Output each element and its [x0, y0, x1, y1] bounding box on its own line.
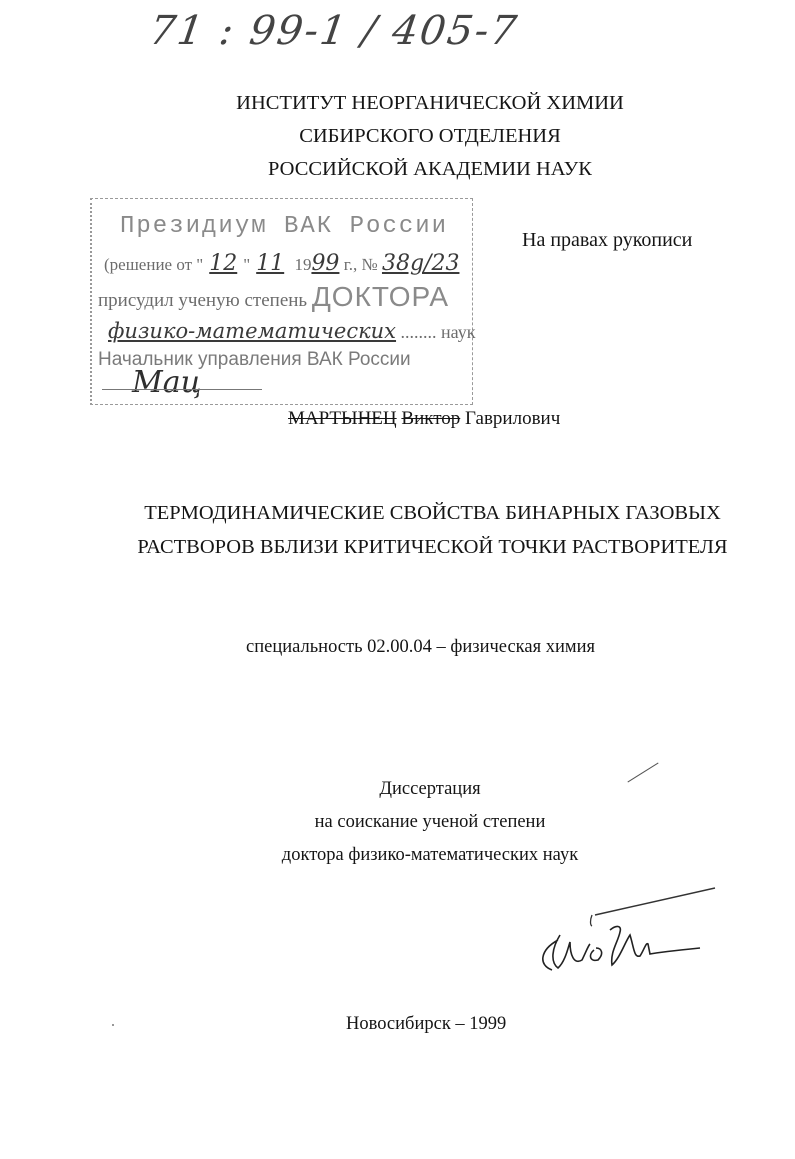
- dissertation-line-3: доктора физико-математических наук: [281, 845, 579, 865]
- decision-year: 99: [311, 251, 340, 276]
- dissertation-line-2: на соискание ученой степени: [314, 812, 546, 832]
- author-name: [288, 408, 560, 430]
- awarded-text: присудил ученую степень: [98, 290, 308, 311]
- specialty: специальность 02.00.04 – физическая химия: [246, 637, 595, 657]
- dissertation-line-1: Диссертация: [379, 779, 481, 799]
- stamp-signature-line: [102, 389, 262, 390]
- author-surname: МАРТЫНЕЦ: [288, 408, 397, 429]
- institute-line-3: РОССИЙСКОЙ АКАДЕМИИ НАУК: [268, 158, 592, 180]
- author-signature: [530, 870, 730, 980]
- science-suffix: наук: [441, 322, 476, 342]
- author-patronymic: Гаврилович: [465, 408, 561, 429]
- decision-month: 11: [256, 251, 285, 276]
- stamp-chief: Начальник управления ВАК России: [98, 349, 411, 370]
- stamp-science: физико-математических ........ наук: [108, 319, 476, 343]
- degree-text: ДОКТОРА: [311, 281, 449, 312]
- decision-day: 12: [209, 251, 238, 276]
- institute-line-2: СИБИРСКОГО ОТДЕЛЕНИЯ: [299, 125, 561, 147]
- decision-prefix: (решение от ": [104, 255, 204, 274]
- decision-number: 38g/23: [381, 251, 460, 276]
- vak-stamp: [90, 198, 476, 405]
- science-handwritten: физико-математических: [108, 319, 397, 343]
- decision-year-suffix: г., №: [343, 255, 378, 274]
- stamp-title: Президиум ВАК России: [120, 213, 449, 240]
- decision-year-prefix: 19: [294, 255, 312, 274]
- scan-speck: [112, 1024, 114, 1026]
- stamp-signature: Мац: [132, 365, 202, 400]
- decision-mid: ": [243, 255, 251, 274]
- author-first-name: Виктор: [401, 408, 461, 429]
- thesis-title-line-1: ТЕРМОДИНАМИЧЕСКИЕ СВОЙСТВА БИНАРНЫХ ГАЗОВЫХ: [144, 502, 721, 524]
- handwritten-archive-number: 71 : 99-1 / 405-7: [146, 8, 522, 54]
- signature-icon: [530, 870, 730, 980]
- stamp-awarded: [98, 281, 449, 313]
- rights-notice: На правах рукописи: [522, 229, 693, 251]
- stamp-decision: [104, 251, 459, 276]
- thesis-title-line-2: РАСТВОРОВ ВБЛИЗИ КРИТИЧЕСКОЙ ТОЧКИ РАСТВОРИТЕЛЯ: [137, 536, 728, 558]
- city-year: Новосибирск – 1999: [346, 1014, 507, 1034]
- institute-line-1: ИНСТИТУТ НЕОРГАНИЧЕСКОЙ ХИМИИ: [236, 92, 624, 114]
